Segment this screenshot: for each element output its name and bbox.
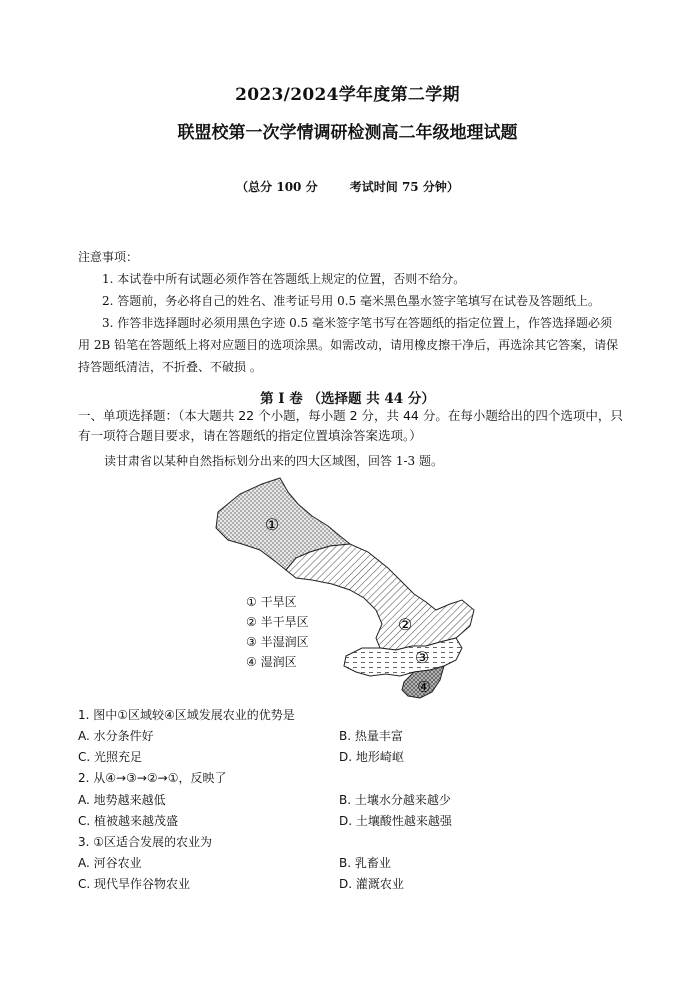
question-option: A. 水分条件好 <box>78 729 154 743</box>
question-option: A. 河谷农业 <box>78 856 142 870</box>
legend-item: ④ 湿润区 <box>246 655 297 669</box>
question-option: D. 灌溉农业 <box>339 877 404 891</box>
question-option: C. 光照充足 <box>78 750 143 764</box>
exam-time: 考试时间 75 分钟） <box>349 180 459 194</box>
question-option: B. 土壤水分越来越少 <box>339 793 451 807</box>
legend-item: ③ 半湿润区 <box>246 635 309 649</box>
exam-info <box>0 178 695 195</box>
notice-heading: 注意事项： <box>78 250 139 264</box>
notice-item: 3. 作答非选择题时必须用黑色字迹 0.5 毫米签字笔书写在答题纸的指定位置上，作答选择题必须用 2B 铅笔在答题纸上将对应题目的选项涂黑。如需改动，请用橡皮擦干净后，再选涂其它答案，请保持答题纸清洁，不折叠、不破损 。 <box>78 316 619 374</box>
question-option: A. 地势越来越低 <box>78 793 166 807</box>
map-legend <box>246 592 309 672</box>
question-option: D. 土壤酸性越来越强 <box>339 814 452 828</box>
total-score: （总分 100 分 <box>236 180 318 194</box>
question-option: D. 地形崎岖 <box>339 750 404 764</box>
section-intro: 一、单项选择题：（本大题共 22 个小题，每小题 2 分，共 44 分。在每小题给出的四个选项中，只有一项符合题目要求，请在答题纸的指定位置填涂答案选项。） <box>78 408 623 443</box>
region-label: ③ <box>414 648 430 667</box>
notice-item: 1. 本试卷中所有试题必须作答在答题纸上规定的位置，否则不给分。 <box>102 272 466 286</box>
legend-item: ① 干旱区 <box>246 595 297 609</box>
exam-title-main: 联盟校第一次学情调研检测高二年级地理试题 <box>177 123 518 143</box>
region-label: ① <box>264 515 280 534</box>
gansu-region-map <box>200 470 500 710</box>
question-option: C. 现代旱作谷物农业 <box>78 877 191 891</box>
question-option: C. 植被越来越茂盛 <box>78 814 179 828</box>
question-stem: 2. 从④→③→②→①，反映了 <box>78 771 227 785</box>
question-stem: 3. ①区适合发展的农业为 <box>78 835 213 849</box>
question-option: B. 热量丰富 <box>339 729 403 743</box>
region-semi-arid <box>286 544 474 650</box>
question-stem: 1. 图中①区域较④区域发展农业的优势是 <box>78 708 295 722</box>
region-label: ④ <box>417 678 431 696</box>
region-label: ② <box>397 615 413 634</box>
legend-item: ② 半干旱区 <box>246 615 309 629</box>
section-title: 第 I 卷 （选择题 共 44 分） <box>260 391 435 407</box>
exam-title-year: 2023/2024学年度第二学期 <box>235 85 460 105</box>
notice-item: 2. 答题前，务必将自己的姓名、准考证号用 0.5 毫米黑色墨水签字笔填写在试卷及答题纸上。 <box>102 294 600 308</box>
question-option: B. 乳畜业 <box>339 856 391 870</box>
notice-block <box>78 246 623 378</box>
reading-prompt: 读甘肃省以某种自然指标划分出来的四大区域图，回答 1-3 题。 <box>104 454 443 468</box>
